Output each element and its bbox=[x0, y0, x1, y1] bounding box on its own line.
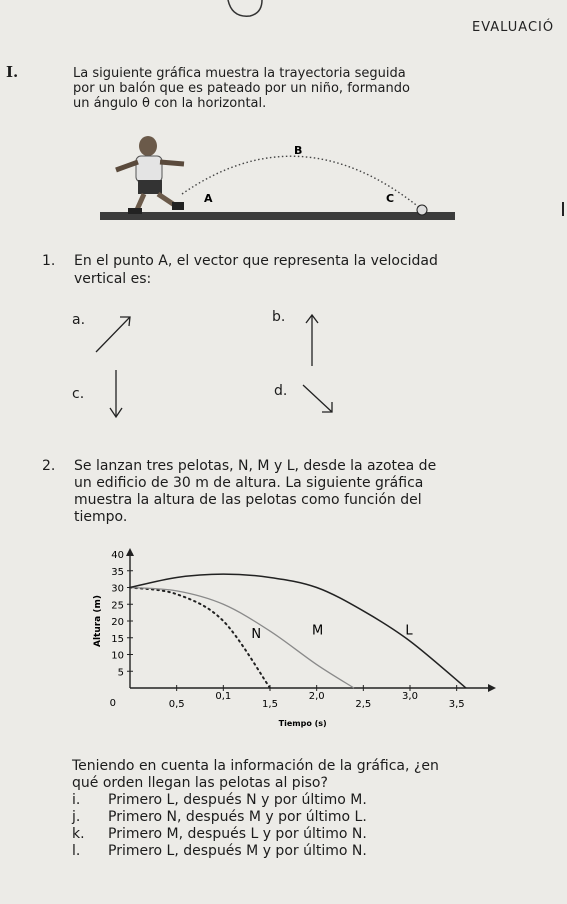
x-tick-label: 3,5 bbox=[448, 699, 465, 710]
answer-text: Primero M, después L y por último N. bbox=[108, 826, 367, 842]
answer-letter: i. bbox=[72, 792, 81, 808]
question-number: 1. bbox=[42, 253, 56, 269]
y-tick-label: 20 bbox=[111, 617, 124, 628]
section-number: I. bbox=[6, 63, 19, 81]
ball bbox=[417, 205, 427, 215]
y-tick-label: 15 bbox=[111, 633, 124, 645]
question-2 bbox=[42, 458, 512, 526]
x-axis-label: Tiempo (s) bbox=[278, 719, 327, 728]
answer-option-i[interactable] bbox=[72, 792, 542, 809]
answer-letter: j. bbox=[72, 809, 81, 825]
x-tick-label: 3,0 bbox=[402, 691, 418, 702]
option-b-label: b. bbox=[272, 309, 286, 325]
point-b-label: B bbox=[294, 144, 303, 157]
edge-mark bbox=[562, 202, 564, 216]
arrow-up-right-icon bbox=[92, 312, 136, 356]
answer-letter: l. bbox=[72, 843, 81, 859]
x-tick-label: 1,5 bbox=[262, 699, 278, 710]
option-a-label: a. bbox=[72, 312, 86, 328]
question-number: 2. bbox=[42, 458, 56, 474]
question-line: En el punto A, el vector que representa la velocidad bbox=[74, 253, 438, 269]
question-line: tiempo. bbox=[74, 509, 128, 525]
prompt-line: Teniendo en cuenta la información de la gráfica, ¿en bbox=[72, 758, 439, 774]
answer-text: Primero N, después M y por último L. bbox=[108, 809, 367, 825]
intro-line: La siguiente gráfica muestra la trayectoria seguida bbox=[73, 66, 406, 81]
answer-text: Primero L, después N y por último M. bbox=[108, 792, 367, 808]
arrow-down-right-icon bbox=[300, 382, 336, 416]
x-tick-label: 0,1 bbox=[215, 691, 232, 702]
y-tick-label: 5 bbox=[117, 667, 124, 679]
series-n-line bbox=[130, 588, 270, 689]
x-axis-arrow bbox=[488, 684, 496, 692]
question-line: Se lanzan tres pelotas, N, M y L, desde la azotea de bbox=[74, 458, 437, 474]
page-header: EVALUACIÓ bbox=[472, 20, 555, 35]
y-tick-label: 35 bbox=[111, 566, 124, 578]
series-l-label: L bbox=[405, 623, 413, 639]
y-tick-label: 30 bbox=[111, 583, 124, 595]
y-axis-label: Altura (m) bbox=[93, 594, 103, 648]
page-top-sketch bbox=[0, 0, 567, 20]
option-d-label: d. bbox=[274, 383, 288, 399]
point-c-label: C bbox=[386, 192, 395, 205]
question-1 bbox=[42, 252, 532, 288]
height-time-chart bbox=[70, 548, 500, 746]
answer-option-j[interactable] bbox=[72, 809, 542, 826]
series-n-label: N bbox=[251, 626, 262, 642]
question-2-prompt bbox=[72, 758, 542, 860]
y-tick-label: 10 bbox=[111, 650, 124, 662]
x-tick-label: 0,5 bbox=[168, 699, 185, 710]
y-tick-label: 0 bbox=[109, 698, 116, 709]
point-a-label: A bbox=[204, 192, 213, 205]
intro-text bbox=[73, 66, 543, 111]
x-tick-label: 2,5 bbox=[355, 699, 372, 710]
y-axis-arrow bbox=[126, 548, 134, 556]
question-line: vertical es: bbox=[74, 271, 152, 287]
kid-illustration bbox=[116, 136, 184, 214]
x-tick-label: 2,0 bbox=[308, 691, 325, 702]
answer-letter: k. bbox=[72, 826, 85, 842]
option-c-label: c. bbox=[72, 386, 85, 402]
question-line: muestra la altura de las pelotas como función del bbox=[74, 492, 422, 508]
arrow-down-icon bbox=[106, 368, 126, 420]
prompt-line: qué orden llegan las pelotas al piso? bbox=[72, 775, 328, 791]
trajectory-figure bbox=[100, 118, 470, 226]
ground-bar bbox=[100, 212, 455, 220]
y-tick-label: 25 bbox=[111, 600, 124, 612]
arrow-up-icon bbox=[302, 312, 322, 368]
y-tick-label: 40 bbox=[111, 550, 124, 561]
answer-option-l[interactable] bbox=[72, 843, 542, 860]
ball-trajectory bbox=[182, 156, 420, 208]
intro-line: un ángulo θ con la horizontal. bbox=[73, 96, 267, 111]
answer-option-k[interactable] bbox=[72, 826, 542, 843]
series-m-label: M bbox=[312, 623, 324, 639]
answer-text: Primero L, después M y por último N. bbox=[108, 843, 367, 859]
intro-line: por un balón que es pateado por un niño, formando bbox=[73, 81, 410, 96]
question-line: un edificio de 30 m de altura. La siguiente gráfica bbox=[74, 475, 424, 491]
